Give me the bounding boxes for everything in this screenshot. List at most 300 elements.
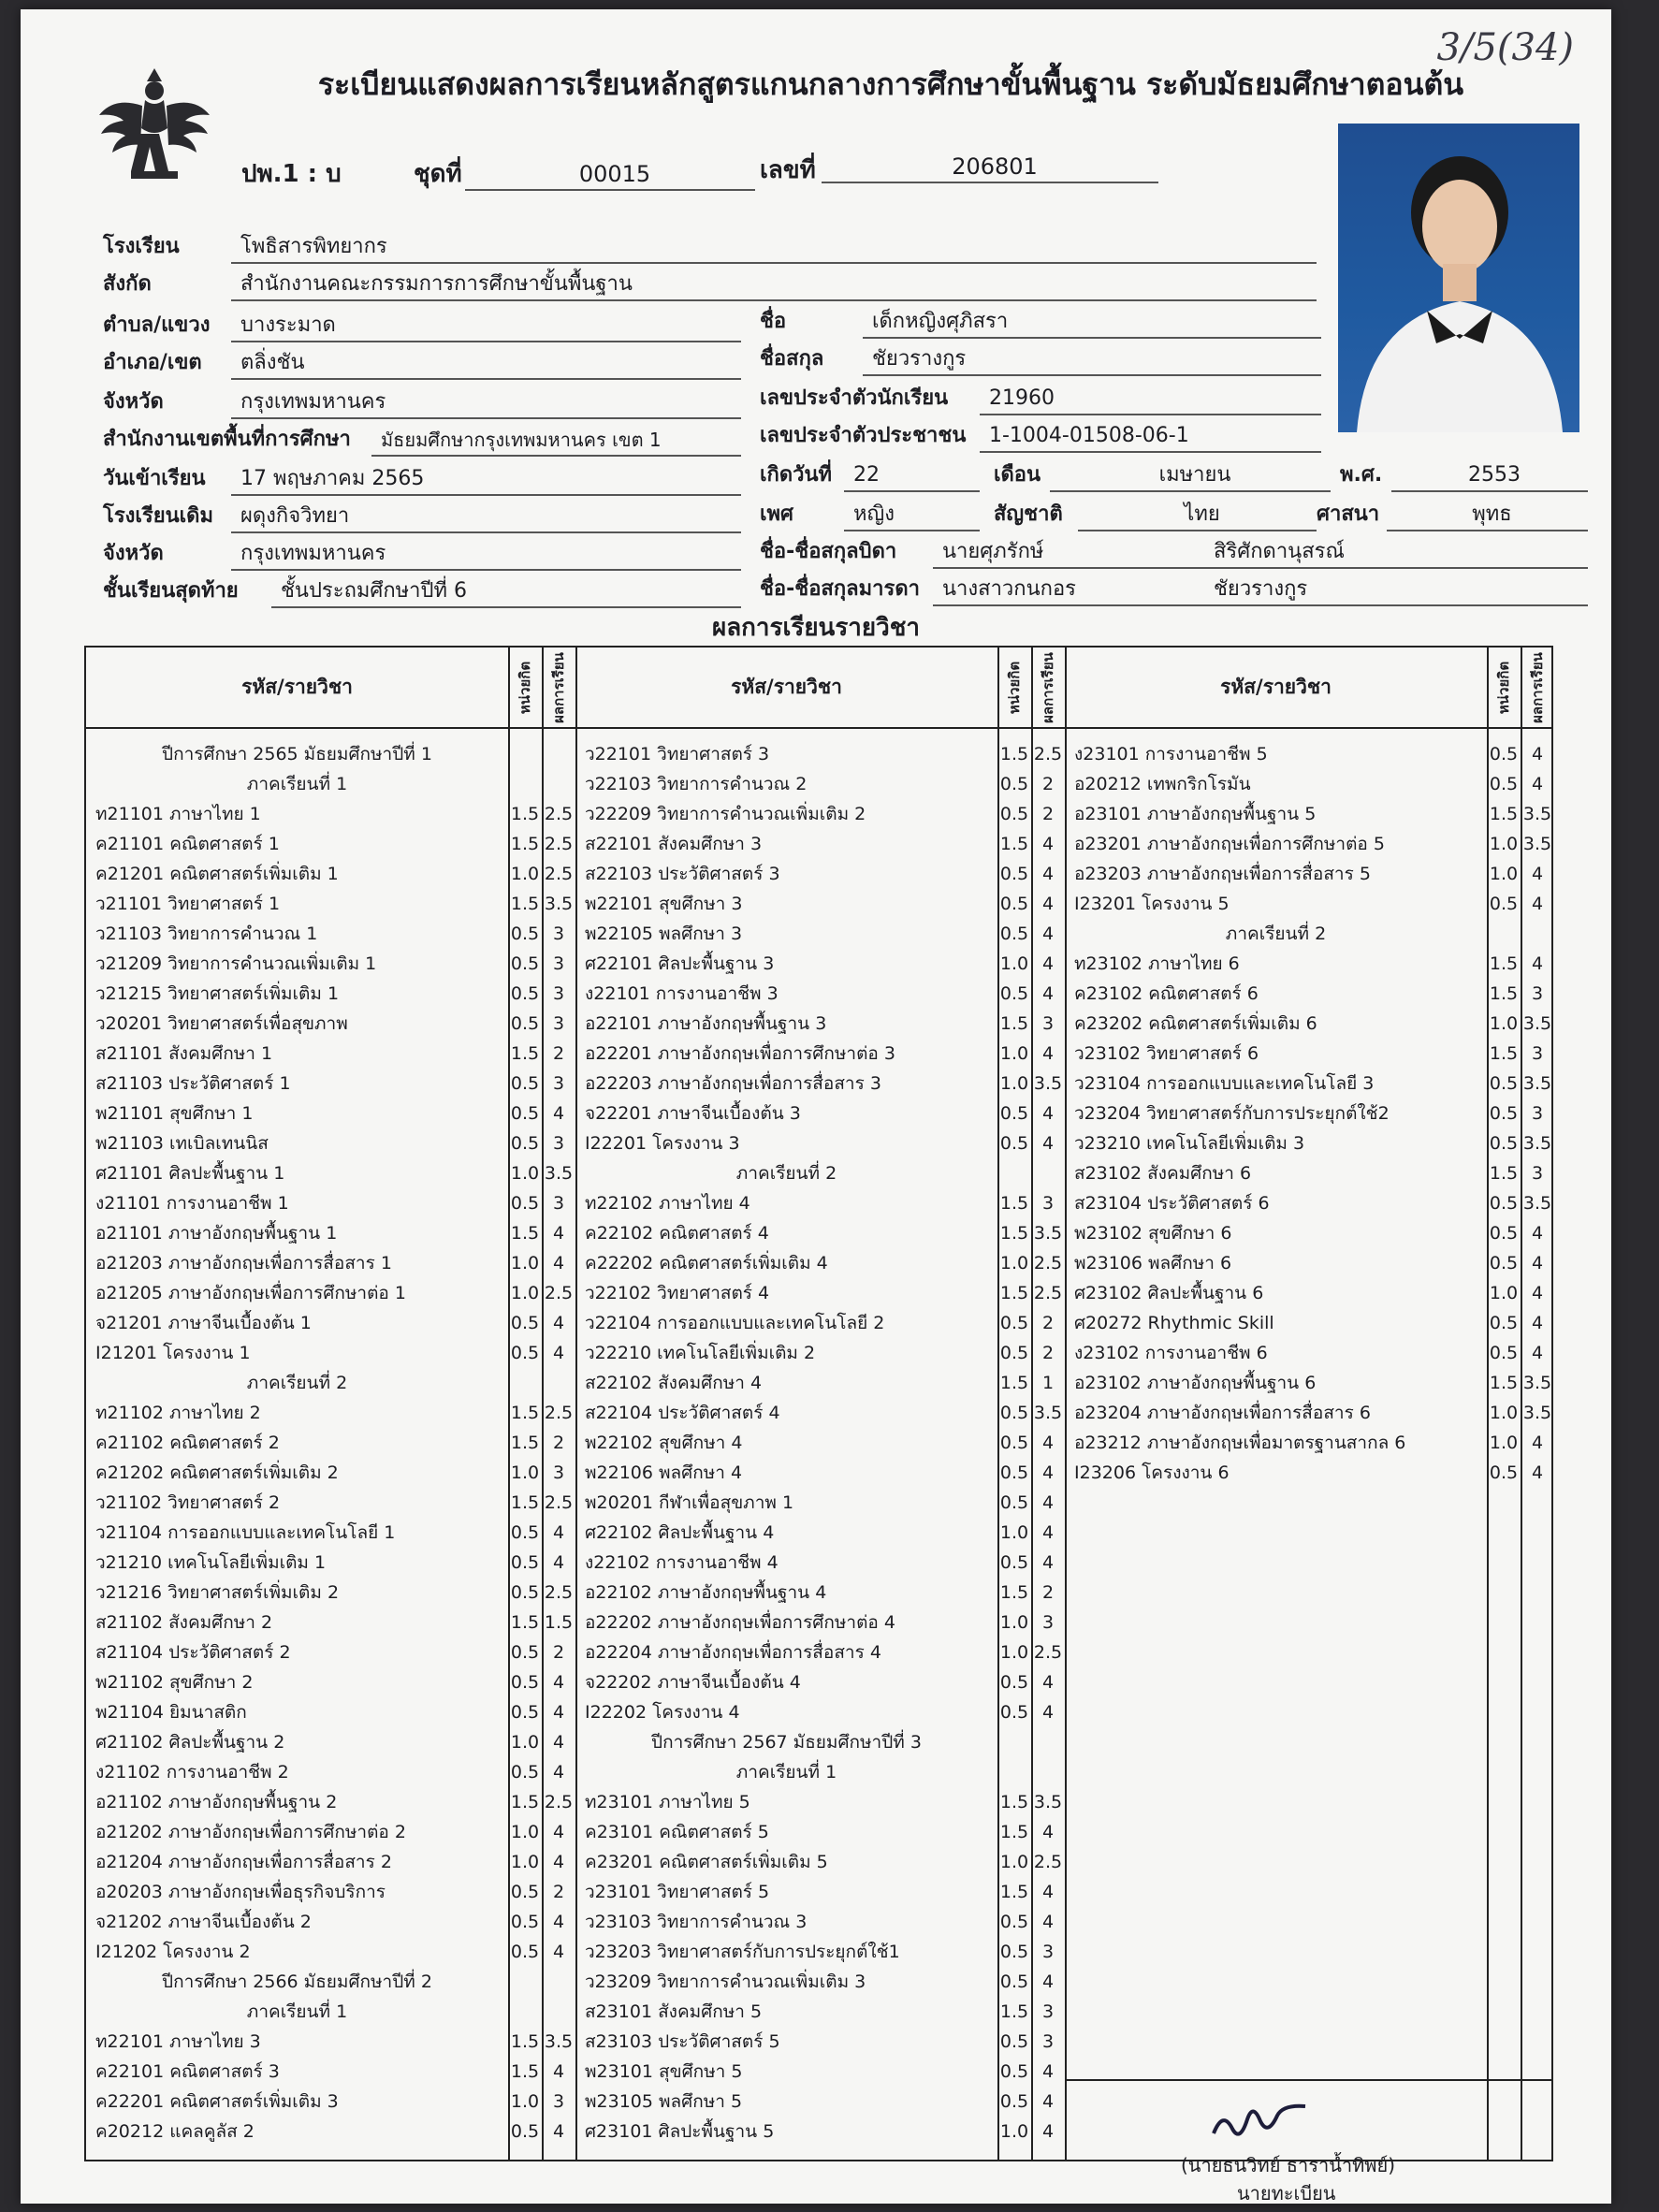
credit-value: 1.0 [999,1612,1029,1633]
gender-value: หญิง [844,500,980,531]
credit-value: 0.5 [999,864,1029,884]
subject-name: ง22101 การงานอาชีพ 3 [585,983,779,1004]
credit-value: 0.5 [1489,1133,1519,1154]
grade-value: 2.5 [1033,1642,1063,1663]
grade-value: 4 [1041,1043,1055,1064]
grade-value: 4 [1041,983,1055,1004]
grade-value: 4 [1041,1912,1055,1932]
subject-name: ง21101 การงานอาชีพ 1 [95,1193,289,1214]
subject-name: ศ23102 ศิลปะพื้นฐาน 6 [1074,1283,1264,1303]
father-first-name: นายศุภรักษ์ [942,540,1044,563]
credit-value: 1.5 [999,1582,1029,1603]
subject-name: จ22201 ภาษาจีนเบื้องต้น 3 [585,1103,801,1124]
religion-label: ศาสนา [1317,502,1380,526]
nationality-value: ไทย [1078,500,1317,531]
credit-value: 0.5 [510,983,540,1004]
grade-value: 2.5 [544,804,574,824]
credit-value: 0.5 [1489,1223,1519,1244]
subject-name: ค21202 คณิตศาสตร์เพิ่มเติม 2 [95,1463,339,1483]
grade-value: 3.5 [1033,1792,1063,1812]
subject-name: ศ21102 ศิลปะพื้นฐาน 2 [95,1732,285,1753]
subject-name: อ21204 ภาษาอังกฤษเพื่อการสื่อสาร 2 [95,1852,392,1872]
grade-value: 3 [1041,1013,1055,1034]
grade-value: 2 [1041,1313,1055,1333]
birth-month-label: เดือน [994,463,1041,487]
student-id-value: 21960 [980,384,1321,415]
birth-month-value: เมษายน [1050,460,1331,492]
credit-value: 1.5 [1489,983,1519,1004]
credit-value: 1.0 [510,1852,540,1872]
credit-value: 0.5 [999,1133,1029,1154]
grade-value: 3 [552,1193,565,1214]
grade-value: 4 [552,1253,565,1273]
grade-value: 4 [1531,1433,1544,1453]
grade-value: 2.5 [544,834,574,854]
credit-value: 0.5 [510,1343,540,1363]
term-heading: ภาคเรียนที่ 1 [246,774,348,794]
subject-name: ว21210 เทคโนโลยีเพิ่มเติม 1 [95,1552,327,1573]
grade-header-label: ผลการเรียน [1040,651,1056,723]
grade-value: 3 [1041,1612,1055,1633]
credit-value: 0.5 [999,2031,1029,2052]
term-heading: ปีการศึกษา 2566 มัธยมศึกษาปีที่ 2 [162,1972,432,1992]
grade-value: 4 [552,1732,565,1753]
school-label: โรงเรียน [103,235,180,258]
subject-name: ค23101 คณิตศาสตร์ 5 [585,1822,769,1842]
subject-name: พ21104 ยิมนาสติก [95,1702,247,1723]
subject-name: ค21101 คณิตศาสตร์ 1 [95,834,280,854]
credit-value: 0.5 [1489,1103,1519,1124]
credit-value: 1.0 [510,1163,540,1184]
grade-value: 4 [1041,1492,1055,1513]
subject-name: ท22101 ภาษาไทย 3 [95,2031,261,2052]
credit-value: 1.0 [510,2091,540,2112]
credit-value: 0.5 [999,774,1029,794]
credit-value: 0.5 [999,1942,1029,1962]
grade-value: 2 [1041,804,1055,824]
grade-value: 3.5 [1033,1073,1063,1094]
last-level-value: ชั้นประถมศึกษาปีที่ 6 [271,576,741,608]
transcript-paper [21,9,1611,2204]
credit-value: 0.5 [510,1193,540,1214]
last-level-label: ชั้นเรียนสุดท้าย [103,579,239,603]
credit-value: 1.0 [510,1822,540,1842]
credit-value: 1.5 [510,1492,540,1513]
credit-value: 1.5 [510,2061,540,2082]
credit-value: 0.5 [510,1522,540,1543]
credit-value: 1.0 [510,864,540,884]
credit-value: 1.5 [510,1792,540,1812]
subject-name: ค23102 คณิตศาสตร์ 6 [1074,983,1259,1004]
area-office-value: มัธยมศึกษากรุงเทพมหานคร เขต 1 [371,425,741,457]
grade-value: 4 [552,1223,565,1244]
subject-name: ส21102 สังคมศึกษา 2 [95,1612,273,1633]
subject-name: ว21101 วิทยาศาสตร์ 1 [95,894,281,914]
grade-value: 4 [1041,2091,1055,2112]
grade-value: 2 [552,1433,565,1453]
subject-name: อ22202 ภาษาอังกฤษเพื่อการศึกษาต่อ 4 [585,1612,895,1633]
grade-value: 4 [1041,1672,1055,1693]
entry-date-value: 17 พฤษภาคม 2565 [231,464,741,496]
credit-value: 1.0 [1489,864,1519,884]
credit-value: 1.0 [999,1642,1029,1663]
subject-name: ง23101 การงานอาชีพ 5 [1074,744,1268,764]
grade-value: 4 [1041,1822,1055,1842]
credit-value: 1.5 [1489,953,1519,974]
credit-value: 0.5 [999,1552,1029,1573]
grade-value: 4 [1531,1223,1544,1244]
subject-name: ค22102 คณิตศาสตร์ 4 [585,1223,769,1244]
grade-value: 2.5 [544,1492,574,1513]
credit-value: 1.5 [999,744,1029,764]
father-last-name: สิริศักดานุสรณ์ [1214,540,1345,563]
subject-name: ส22104 ประวัติศาสตร์ 4 [585,1403,780,1423]
credit-value: 0.5 [999,1313,1029,1333]
credits-header [1487,648,1521,727]
credit-value: 1.5 [999,1223,1029,1244]
grade-value: 4 [1531,774,1544,794]
subject-name: I23201 โครงงาน 5 [1074,894,1230,914]
credit-value: 1.0 [999,1253,1029,1273]
grade-value: 4 [1041,1103,1055,1124]
subject-name: อ21102 ภาษาอังกฤษพื้นฐาน 2 [95,1792,338,1812]
grade-value: 3.5 [1522,1193,1552,1214]
subject-name: ส23101 สังคมศึกษา 5 [585,2001,763,2022]
subject-name: ค20212 แคลคูลัส 2 [95,2121,255,2142]
grade-value: 2.5 [1033,1852,1063,1872]
credit-value: 0.5 [999,2091,1029,2112]
number-label: เลขที่ [760,156,816,184]
column-divider [575,648,577,2160]
subject-name: I21201 โครงงาน 1 [95,1343,251,1363]
subject-name: อ23203 ภาษาอังกฤษเพื่อการสื่อสาร 5 [1074,864,1371,884]
grade-value: 3 [552,1073,565,1094]
credit-value: 0.5 [510,1762,540,1783]
subject-name: ง23102 การงานอาชีพ 6 [1074,1343,1268,1363]
entry-date-label: วันเข้าเรียน [103,467,206,490]
credit-value: 0.5 [510,1073,540,1094]
set-label: ชุดที่ [414,160,462,188]
grade-value: 4 [1041,924,1055,944]
subject-name: อ22102 ภาษาอังกฤษพื้นฐาน 4 [585,1582,827,1603]
subject-name: ว23103 วิทยาการคำนวณ 3 [585,1912,808,1932]
grade-value: 3 [552,2091,565,2112]
grade-value: 4 [552,1313,565,1333]
subject-name: ว23101 วิทยาศาสตร์ 5 [585,1882,770,1902]
credit-value: 0.5 [1489,1253,1519,1273]
credit-value: 0.5 [510,1013,540,1034]
credit-value: 1.5 [1489,1373,1519,1393]
credit-value: 1.5 [999,1792,1029,1812]
grade-value: 4 [1531,1283,1544,1303]
set-number: 00015 [465,159,755,191]
mother-value [933,575,1588,606]
grade-value: 3 [552,1463,565,1483]
father-label: ชื่อ-ชื่อสกุลบิดา [760,540,897,563]
subject-name: ศ22101 ศิลปะพื้นฐาน 3 [585,953,775,974]
student-photo [1338,124,1579,432]
grade-value: 4 [1531,1313,1544,1333]
prev-school-label: โรงเรียนเดิม [103,504,213,528]
father-value [933,537,1588,569]
credit-value: 1.0 [1489,1433,1519,1453]
subject-name: ท21102 ภาษาไทย 2 [95,1403,261,1423]
credit-value: 0.5 [510,1103,540,1124]
grade-value: 4 [1041,864,1055,884]
grade-value: 3.5 [1033,1403,1063,1423]
student-id-label: เลขประจำตัวนักเรียน [760,386,949,410]
credits-header [997,648,1031,727]
credit-value: 0.5 [1489,1313,1519,1333]
credit-value: 0.5 [510,1313,540,1333]
grade-value: 3 [552,983,565,1004]
credit-value: 0.5 [510,1882,540,1902]
credit-value: 0.5 [999,1343,1029,1363]
credit-value: 1.5 [999,834,1029,854]
subject-name: ส22103 ประวัติศาสตร์ 3 [585,864,780,884]
grade-value: 4 [552,1942,565,1962]
subject-name: ส21104 ประวัติศาสตร์ 2 [95,1642,291,1663]
grade-value: 2 [552,1043,565,1064]
credit-value: 1.0 [1489,1013,1519,1034]
grade-value: 4 [1041,2121,1055,2142]
credit-value: 0.5 [510,953,540,974]
grade-value: 4 [1041,953,1055,974]
credit-value: 0.5 [510,1942,540,1962]
mother-label: ชื่อ-ชื่อสกุลมารดา [760,577,920,601]
subdistrict-label: ตำบล/แขวง [103,313,211,337]
signature-box-divider [1065,2079,1551,2081]
subject-name: ค23201 คณิตศาสตร์เพิ่มเติม 5 [585,1852,828,1872]
grade-value: 3.5 [1522,834,1552,854]
subject-name: พ22106 พลศึกษา 4 [585,1463,743,1483]
surname-label: ชื่อสกุล [760,347,824,371]
subject-name: อ21203 ภาษาอังกฤษเพื่อการสื่อสาร 1 [95,1253,392,1273]
grade-value: 4 [1531,894,1544,914]
credits-header-label: หน่วยกิต [1006,661,1023,714]
grade-value: 2 [1041,1582,1055,1603]
grade-header [1031,648,1065,727]
credit-value: 1.5 [999,1822,1029,1842]
grade-value: 4 [552,1343,565,1363]
subject-name: ค21201 คณิตศาสตร์เพิ่มเติม 1 [95,864,339,884]
credit-value: 1.0 [510,1253,540,1273]
subject-name: ส23104 ประวัติศาสตร์ 6 [1074,1193,1270,1214]
credit-value: 0.5 [999,1972,1029,1992]
subject-name: อ23101 ภาษาอังกฤษพื้นฐาน 5 [1074,804,1317,824]
province-label: จังหวัด [103,390,164,414]
citizen-id-value: 1-1004-01508-06-1 [980,421,1321,453]
credit-value: 1.5 [510,1043,540,1064]
subject-name: พ22101 สุขศึกษา 3 [585,894,743,914]
grade-value: 2.5 [1033,1253,1063,1273]
subject-name: อ20203 ภาษาอังกฤษเพื่อธุรกิจบริการ [95,1882,386,1902]
credit-value: 1.0 [999,1073,1029,1094]
credit-value: 1.5 [1489,1163,1519,1184]
header-divider [86,727,1551,729]
subject-name: ส22101 สังคมศึกษา 3 [585,834,763,854]
credit-value: 0.5 [1489,894,1519,914]
affiliation-label: สังกัด [103,272,152,296]
credit-value: 0.5 [999,1103,1029,1124]
term-heading: ภาคเรียนที่ 1 [735,1762,837,1783]
grade-value: 4 [1041,894,1055,914]
grade-value: 4 [1531,1463,1544,1483]
credit-value: 1.0 [1489,834,1519,854]
subject-name: พ23102 สุขศึกษา 6 [1074,1223,1232,1244]
credit-value: 1.5 [999,1013,1029,1034]
subject-header: รหัส/รายวิชา [1220,676,1332,698]
credit-value: 1.5 [510,804,540,824]
grade-value: 3.5 [1522,1073,1552,1094]
subject-name: ค22201 คณิตศาสตร์เพิ่มเติม 3 [95,2091,339,2112]
grade-value: 4 [552,1762,565,1783]
grade-value: 3.5 [544,1163,574,1184]
grade-value: 4 [552,1522,565,1543]
doc-code: ปพ.1 : บ [241,160,342,188]
subject-name: พ23105 พลศึกษา 5 [585,2091,743,2112]
subject-name: อ21205 ภาษาอังกฤษเพื่อการศึกษาต่อ 1 [95,1283,406,1303]
grade-value: 4 [1041,1522,1055,1543]
credit-value: 0.5 [1489,744,1519,764]
grade-value: 3.5 [1522,1013,1552,1034]
term-heading: ปีการศึกษา 2567 มัธยมศึกษาปีที่ 3 [651,1732,922,1753]
grade-value: 3 [1531,1043,1544,1064]
subject-name: พ23106 พลศึกษา 6 [1074,1253,1232,1273]
grade-value: 4 [1041,1882,1055,1902]
grade-value: 3.5 [1522,1133,1552,1154]
mother-first-name: นางสาวกนกอร [942,577,1076,601]
subject-name: จ21202 ภาษาจีนเบื้องต้น 2 [95,1912,312,1932]
credit-value: 1.0 [999,1852,1029,1872]
district-value: ตลิ่งชัน [231,348,741,380]
handwritten-annotation: 3/5(34) [1436,26,1574,69]
registrar-position: นายทะเบียน [1237,2182,1336,2205]
credit-value: 0.5 [1489,1343,1519,1363]
subject-name: พ20201 กีฬาเพื่อสุขภาพ 1 [585,1492,794,1513]
subject-name: ว23104 การออกแบบและเทคโนโลยี 3 [1074,1073,1375,1094]
credit-value: 0.5 [999,983,1029,1004]
credit-value: 0.5 [510,2121,540,2142]
grade-value: 3 [552,1133,565,1154]
credit-value: 1.5 [510,1223,540,1244]
subject-name: อ22204 ภาษาอังกฤษเพื่อการสื่อสาร 4 [585,1642,881,1663]
subject-name: ท22102 ภาษาไทย 4 [585,1193,750,1214]
grade-value: 4 [1531,744,1544,764]
subject-name: พ22102 สุขศึกษา 4 [585,1433,743,1453]
grade-value: 2.5 [544,1792,574,1812]
gender-label: เพศ [760,502,793,526]
subject-name: อ23212 ภาษาอังกฤษเพื่อมาตรฐานสากล 6 [1074,1433,1406,1453]
district-label: อำเภอ/เขต [103,351,202,374]
subject-name: ส22102 สังคมศึกษา 4 [585,1373,763,1393]
grade-value: 4 [1531,1253,1544,1273]
grade-value: 2.5 [544,1582,574,1603]
nationality-label: สัญชาติ [994,502,1063,526]
subject-name: ว23204 วิทยาศาสตร์กับการประยุกต์ใช้2 [1074,1103,1390,1124]
credits-header [508,648,542,727]
credit-value: 1.0 [1489,1403,1519,1423]
grade-value: 2.5 [1033,744,1063,764]
credit-value: 1.0 [510,1283,540,1303]
grade-value: 2.5 [544,864,574,884]
credit-value: 0.5 [510,1702,540,1723]
credit-value: 0.5 [1489,1463,1519,1483]
credit-value: 0.5 [510,1552,540,1573]
subject-name: ง22102 การงานอาชีพ 4 [585,1552,779,1573]
credits-header-label: หน่วยกิต [1495,661,1512,714]
subject-name: พ23101 สุขศึกษา 5 [585,2061,743,2082]
grade-value: 3.5 [1522,1403,1552,1423]
term-heading: ภาคเรียนที่ 2 [246,1373,348,1393]
credit-value: 0.5 [999,1702,1029,1723]
credit-value: 0.5 [1489,774,1519,794]
subject-name: ว22101 วิทยาศาสตร์ 3 [585,744,770,764]
term-heading: ภาคเรียนที่ 2 [1225,924,1327,944]
grade-value: 4 [1041,1133,1055,1154]
subject-name: ค22202 คณิตศาสตร์เพิ่มเติม 4 [585,1253,828,1273]
credit-value: 1.0 [510,1732,540,1753]
subject-name: ว21209 วิทยาการคำนวณเพิ่มเติม 1 [95,953,377,974]
credit-value: 0.5 [510,924,540,944]
area-office-label: สำนักงานเขตพื้นที่การศึกษา [103,428,351,451]
subject-name: ท23102 ภาษาไทย 6 [1074,953,1240,974]
term-heading: ภาคเรียนที่ 2 [735,1163,837,1184]
grade-value: 2.5 [544,1403,574,1423]
grade-value: 4 [1041,834,1055,854]
subject-name: ว20201 วิทยาศาสตร์เพื่อสุขภาพ [95,1013,348,1034]
grade-value: 3.5 [1522,804,1552,824]
credit-value: 1.5 [510,1433,540,1453]
affiliation-value: สำนักงานคณะกรรมการการศึกษาขั้นพื้นฐาน [231,269,1317,301]
subject-name: I21202 โครงงาน 2 [95,1942,251,1962]
subject-name: ส21101 สังคมศึกษา 1 [95,1043,273,1064]
grade-value: 3 [1041,2001,1055,2022]
prev-province-value: กรุงเทพมหานคร [231,539,741,571]
grade-value: 3.5 [544,2031,574,2052]
subject-name: ค23202 คณิตศาสตร์เพิ่มเติม 6 [1074,1013,1317,1034]
subject-name: ว21104 การออกแบบและเทคโนโลยี 1 [95,1522,396,1543]
grade-value: 4 [552,2121,565,2142]
grade-value: 4 [1041,1433,1055,1453]
grade-header [1521,648,1554,727]
subject-name: ว23102 วิทยาศาสตร์ 6 [1074,1043,1259,1064]
grade-value: 4 [1041,2061,1055,2082]
grade-value: 4 [1531,953,1544,974]
credit-value: 0.5 [999,1492,1029,1513]
grade-value: 1.5 [544,1612,574,1633]
province-value: กรุงเทพมหานคร [231,387,741,419]
subject-name: I22201 โครงงาน 3 [585,1133,740,1154]
subject-name: ศ20272 Rhythmic Skill [1074,1313,1274,1333]
subject-name: ส23102 สังคมศึกษา 6 [1074,1163,1252,1184]
surname-value: ชัยวรางกูร [863,344,1321,376]
grade-value: 4 [552,1822,565,1842]
credit-value: 1.0 [999,1522,1029,1543]
grade-header [542,648,575,727]
subject-name: พ21102 สุขศึกษา 2 [95,1672,254,1693]
subject-name: ว23210 เทคโนโลยีเพิ่มเติม 3 [1074,1133,1305,1154]
column-divider [1065,648,1067,2160]
term-heading: ปีการศึกษา 2565 มัธยมศึกษาปีที่ 1 [162,744,432,764]
grade-value: 4 [1041,1972,1055,1992]
grade-value: 3.5 [544,894,574,914]
credit-value: 1.5 [510,2031,540,2052]
document-title: ระเบียนแสดงผลการเรียนหลักสูตรแกนกลางการศึกษาขั้นพื้นฐาน ระดับมัธยมศึกษาตอนต้น [317,66,1464,102]
grade-value: 4 [552,1702,565,1723]
credit-value: 1.5 [510,834,540,854]
grade-value: 3 [1531,1103,1544,1124]
